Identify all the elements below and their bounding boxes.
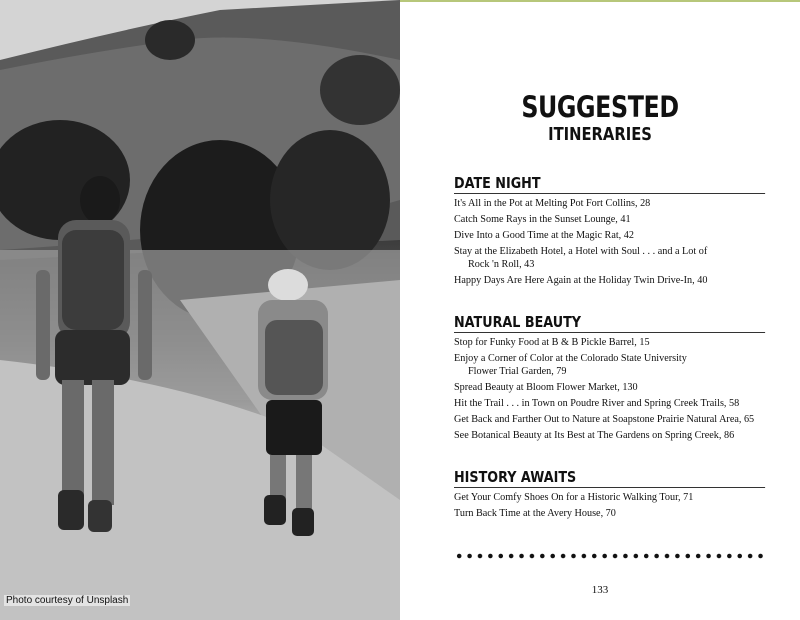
list-item: Happy Days Are Here Again at the Holiday Twin Drive-In, 40: [454, 275, 708, 286]
list-item: Turn Back Time at the Avery House, 70: [454, 508, 616, 519]
list-item: Stop for Funky Food at B & B Pickle Barrel, 15: [454, 337, 650, 348]
section-heading: HISTORY AWAITS: [454, 468, 765, 488]
dotted-divider: [454, 552, 766, 560]
page-subtitle: ITINERARIES: [548, 124, 652, 145]
list-item: See Botanical Beauty at Its Best at The Gardens on Spring Creek, 86: [454, 430, 735, 441]
section-date-night: [454, 174, 764, 290]
page-title: SUGGESTED: [521, 90, 679, 124]
list-item: Get Back and Farther Out to Nature at Soapstone Prairie Natural Area, 65: [454, 414, 755, 425]
list-item: Catch Some Rays in the Sunset Lounge, 41: [454, 214, 631, 225]
list-item: Hit the Trail . . . in Town on Poudre River and Spring Creek Trails, 58: [454, 398, 740, 409]
list-item: Enjoy a Corner of Color at the Colorado State University Flower Trial Garden, 79: [454, 353, 687, 377]
list-item: It's All in the Pot at Melting Pot Fort Collins, 28: [454, 198, 651, 209]
page-number: 133: [591, 584, 609, 596]
section-heading: NATURAL BEAUTY: [454, 313, 765, 333]
photo-credit: Photo courtesy of Unsplash: [6, 595, 129, 606]
list-item: Spread Beauty at Bloom Flower Market, 130: [454, 382, 638, 393]
itineraries-page: [400, 0, 800, 620]
section-natural-beauty: [454, 313, 764, 445]
list-item: Stay at the Elizabeth Hotel, a Hotel with Soul . . . and a Lot of Rock 'n Roll, 43: [454, 246, 708, 270]
list-item: Get Your Comfy Shoes On for a Historic Walking Tour, 71: [454, 492, 694, 503]
list-item: Dive Into a Good Time at the Magic Rat, 42: [454, 230, 634, 241]
section-history-awaits: [454, 468, 764, 523]
section-heading: DATE NIGHT: [454, 174, 765, 194]
